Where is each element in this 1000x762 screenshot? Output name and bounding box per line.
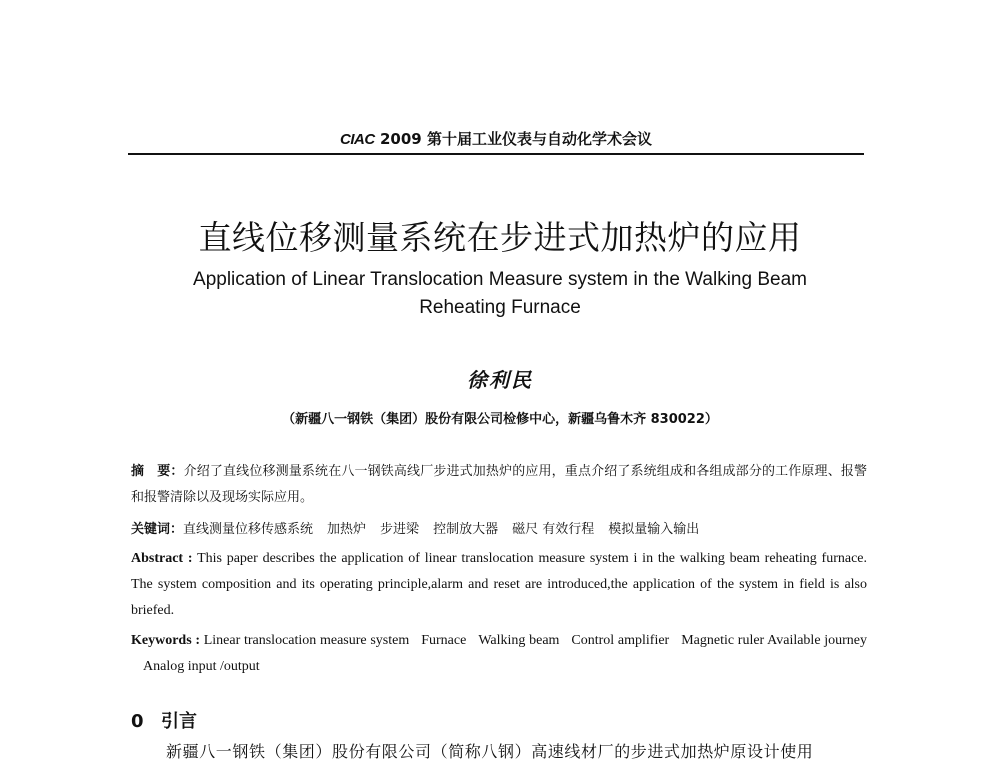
keyword-zh: 控制放大器 [433, 522, 499, 537]
abstract-chinese-text: 介绍了直线位移测量系统在八一钢铁高线厂步进式加热炉的应用，重点介绍了系统组成和各组成部分的工作原理、报警和报警清除以及现场实际应用。 [131, 464, 867, 505]
keyword-zh: 加热炉 [327, 522, 367, 537]
title-chinese: 直线位移测量系统在步进式加热炉的应用 [198, 218, 802, 257]
section-title: 引言 [161, 711, 197, 732]
author-name: 徐利民 [467, 368, 533, 392]
keywords-chinese [131, 517, 867, 543]
conference-logo: CIAC [340, 131, 375, 148]
section-number: 0 [131, 711, 144, 732]
keywords-chinese-label: 关键词： [131, 522, 184, 537]
author-affiliation: （新疆八一钢铁（集团）股份有限公司检修中心，新疆乌鲁木齐 830022） [282, 412, 718, 427]
header-rule [128, 153, 864, 155]
keyword-en: Available journey [767, 633, 868, 648]
keyword-zh: 步进梁 [380, 522, 420, 537]
abstract-chinese-label: 摘 要： [131, 464, 184, 479]
keyword-en: Furnace [421, 633, 467, 648]
title-english-line-1: Application of Linear Translocation Measure system in the Walking Beam [193, 269, 807, 290]
keyword-en: Control amplifier [571, 633, 670, 648]
section-heading [131, 707, 197, 733]
conference-name: 第十届工业仪表与自动化学术会议 [426, 130, 652, 148]
abstract-chinese [131, 459, 867, 511]
body-text-line: 新疆八一钢铁（集团）股份有限公司（简称八钢）高速线材厂的步进式加热炉原设计使用 [166, 742, 814, 761]
keyword-en: Analog input /output [143, 659, 260, 674]
keywords-english-label: Keywords : [131, 633, 201, 648]
abstract-english-label: Abstract : [131, 551, 193, 566]
keywords-english [131, 628, 867, 680]
title-english-line-2: Reheating Furnace [419, 297, 581, 318]
title-english [150, 266, 850, 322]
keyword-zh: 直线测量位移传感系统 [183, 522, 314, 537]
keyword-zh: 磁尺 有效行程 [512, 522, 595, 537]
keyword-en: Walking beam [478, 633, 560, 648]
keyword-zh: 模拟量输入输出 [608, 522, 700, 537]
conference-header [128, 128, 864, 152]
abstract-english [131, 546, 867, 624]
conference-year: 2009 [379, 130, 422, 148]
keyword-en: Magnetic ruler [681, 633, 765, 648]
keyword-en: Linear translocation measure system [203, 633, 410, 648]
abstract-english-text: This paper describes the application of linear translocation measure system i in the walking beam reheating furnace. The system composition and its operating principle,alarm and reset are introduced,the application of the system in field is also briefed. [131, 551, 867, 618]
